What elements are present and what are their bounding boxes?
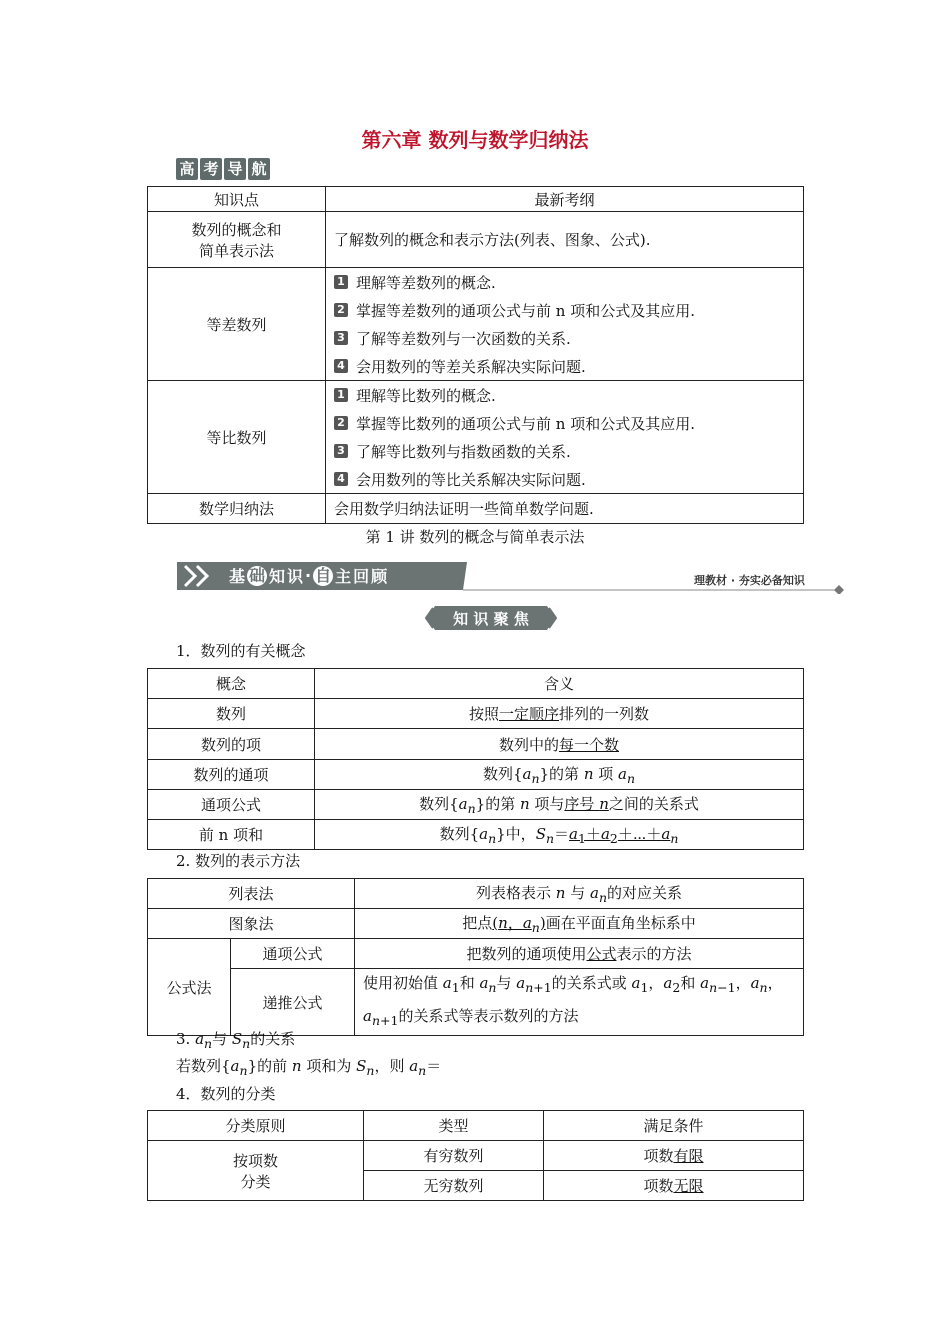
concept-term: 数列的项 bbox=[148, 729, 315, 760]
section-heading: 3. $a_n$与 $S_n$的关系 bbox=[176, 1030, 296, 1051]
concept-meaning: 数列$\{a_n\}$的第 n 项 $a_n$ bbox=[315, 760, 804, 790]
banner-char-circled: 自 bbox=[315, 565, 332, 585]
class-condition: 项数有限 bbox=[544, 1141, 804, 1171]
outline-item-text: 会用数列的等比关系解决实际问题. bbox=[356, 470, 586, 489]
outline-item-text: 会用数列的等差关系解决实际问题. bbox=[356, 357, 586, 376]
number-1-icon: 1 bbox=[334, 275, 348, 289]
banner-char: 知 bbox=[269, 567, 286, 586]
representation-table bbox=[147, 878, 804, 1036]
outline-item bbox=[334, 409, 795, 437]
outline-item bbox=[334, 352, 795, 380]
concept-meaning: 数列中的每一个数 bbox=[315, 729, 804, 760]
syllabus-header-topic: 知识点 bbox=[148, 187, 326, 212]
concept-term: 数列的通项 bbox=[148, 760, 315, 790]
outline-item bbox=[334, 268, 795, 296]
focus-badge-text: 知 识 聚 焦 bbox=[453, 610, 529, 628]
syllabus-outline: 会用数学归纳法证明一些简单数学问题. bbox=[326, 494, 804, 524]
concept-table bbox=[147, 668, 804, 850]
outline-item bbox=[334, 296, 795, 324]
class-condition: 项数无限 bbox=[544, 1171, 804, 1201]
section-heading: 1．数列的有关概念 bbox=[176, 642, 306, 660]
repr-submethod: 递推公式 bbox=[231, 969, 355, 1036]
section-heading: 2. 数列的表示方法 bbox=[176, 852, 301, 870]
section-text: 若数列$\{a_n\}$的前 n 项和为 $S_n$，则 $a_n=$ bbox=[176, 1057, 442, 1078]
repr-desc: 把数列的通项使用公式表示的方法 bbox=[355, 939, 804, 969]
repr-desc: 把点(n，$a_n$)画在平面直角坐标系中 bbox=[355, 909, 804, 939]
banner-char-circled: 础 bbox=[249, 565, 266, 585]
outline-item-text: 掌握等差数列的通项公式与前 n 项和公式及其应用. bbox=[356, 301, 695, 320]
syllabus-outline bbox=[326, 268, 804, 381]
outline-item-text: 掌握等比数列的通项公式与前 n 项和公式及其应用. bbox=[356, 414, 695, 433]
outline-item-text: 理解等差数列的概念. bbox=[356, 273, 496, 292]
number-1-icon: 1 bbox=[334, 388, 348, 402]
number-3-icon: 3 bbox=[334, 331, 348, 345]
outline-item bbox=[334, 381, 795, 409]
outline-item-text: 了解等比数列与指数函数的关系. bbox=[356, 442, 571, 461]
concept-term: 通项公式 bbox=[148, 790, 315, 820]
banner-char: 识 bbox=[287, 567, 304, 586]
concept-header: 概念 bbox=[148, 669, 315, 699]
outline-item bbox=[334, 437, 795, 465]
syllabus-outline bbox=[326, 381, 804, 494]
syllabus-header-outline: 最新考纲 bbox=[326, 187, 804, 212]
nav-badge-char: 高 bbox=[176, 158, 198, 180]
class-type: 无穷数列 bbox=[364, 1171, 544, 1201]
classification-table bbox=[147, 1110, 804, 1201]
banner-char: 主 bbox=[335, 567, 352, 586]
nav-badge bbox=[176, 158, 270, 180]
syllabus-outline: 了解数列的概念和表示方法(列表、图象、公式). bbox=[326, 212, 804, 268]
banner-title bbox=[229, 564, 387, 587]
repr-method: 图象法 bbox=[148, 909, 355, 939]
chapter-title: 第六章 数列与数学归纳法 bbox=[361, 128, 589, 152]
syllabus-topic: 等差数列 bbox=[148, 268, 326, 381]
focus-badge bbox=[425, 604, 557, 632]
class-header: 类型 bbox=[364, 1111, 544, 1141]
number-4-icon: 4 bbox=[334, 359, 348, 373]
number-3-icon: 3 bbox=[334, 444, 348, 458]
nav-badge-char: 航 bbox=[248, 158, 270, 180]
concept-meaning: 数列$\{a_n\}$的第 n 项与序号 n之间的关系式 bbox=[315, 790, 804, 820]
repr-desc: 使用初始值 $a_1$和 $a_n$与 $a_{n+1}$的关系式或 $a_1$，$a_2$和 $a_{n-1}$，$a_n$，$a_{n+1}$的关系式等表示数列的方法 bbox=[355, 969, 804, 1036]
repr-method: 公式法 bbox=[148, 939, 231, 1036]
class-type: 有穷数列 bbox=[364, 1141, 544, 1171]
nav-badge-char: 导 bbox=[224, 158, 246, 180]
number-2-icon: 2 bbox=[334, 303, 348, 317]
outline-item bbox=[334, 465, 795, 493]
outline-item-text: 理解等比数列的概念. bbox=[356, 386, 496, 405]
section-heading: 4．数列的分类 bbox=[176, 1085, 276, 1103]
syllabus-topic-line: 简单表示法 bbox=[198, 241, 274, 260]
syllabus-table bbox=[147, 186, 804, 524]
repr-method: 列表法 bbox=[148, 879, 355, 909]
concept-header: 含义 bbox=[315, 669, 804, 699]
concept-meaning: 数列$\{a_n\}$中，$S_n=a_1+a_2+\cdots+a_n$ bbox=[315, 820, 804, 850]
banner-char: 基 bbox=[229, 567, 246, 586]
concept-term: 数列 bbox=[148, 699, 315, 729]
repr-submethod: 通项公式 bbox=[231, 939, 355, 969]
outline-item bbox=[334, 324, 795, 352]
syllabus-topic: 数学归纳法 bbox=[148, 494, 326, 524]
banner-char: 顾 bbox=[371, 567, 388, 586]
concept-term: 前 n 项和 bbox=[148, 820, 315, 850]
banner-char: · bbox=[305, 566, 312, 585]
outline-item-text: 了解等差数列与一次函数的关系. bbox=[356, 329, 571, 348]
lesson-title: 第 1 讲 数列的概念与简单表示法 bbox=[365, 528, 585, 546]
class-header: 分类原则 bbox=[148, 1111, 364, 1141]
number-4-icon: 4 bbox=[334, 472, 348, 486]
nav-badge-char: 考 bbox=[200, 158, 222, 180]
syllabus-topic bbox=[148, 212, 326, 268]
syllabus-topic-line: 数列的概念和 bbox=[191, 220, 282, 239]
number-2-icon: 2 bbox=[334, 416, 348, 430]
class-header: 满足条件 bbox=[544, 1111, 804, 1141]
repr-desc: 列表格表示 n 与 $a_n$的对应关系 bbox=[355, 879, 804, 909]
syllabus-topic: 等比数列 bbox=[148, 381, 326, 494]
class-principle-line: 按项数 bbox=[232, 1151, 278, 1170]
banner-subtitle: 理教材 · 夯实必备知识 bbox=[694, 574, 805, 587]
class-principle bbox=[148, 1141, 364, 1201]
section-banner bbox=[177, 558, 847, 594]
banner-char: 回 bbox=[353, 567, 370, 586]
class-principle-line: 分类 bbox=[240, 1172, 271, 1191]
concept-meaning: 按照一定顺序排列的一列数 bbox=[315, 699, 804, 729]
